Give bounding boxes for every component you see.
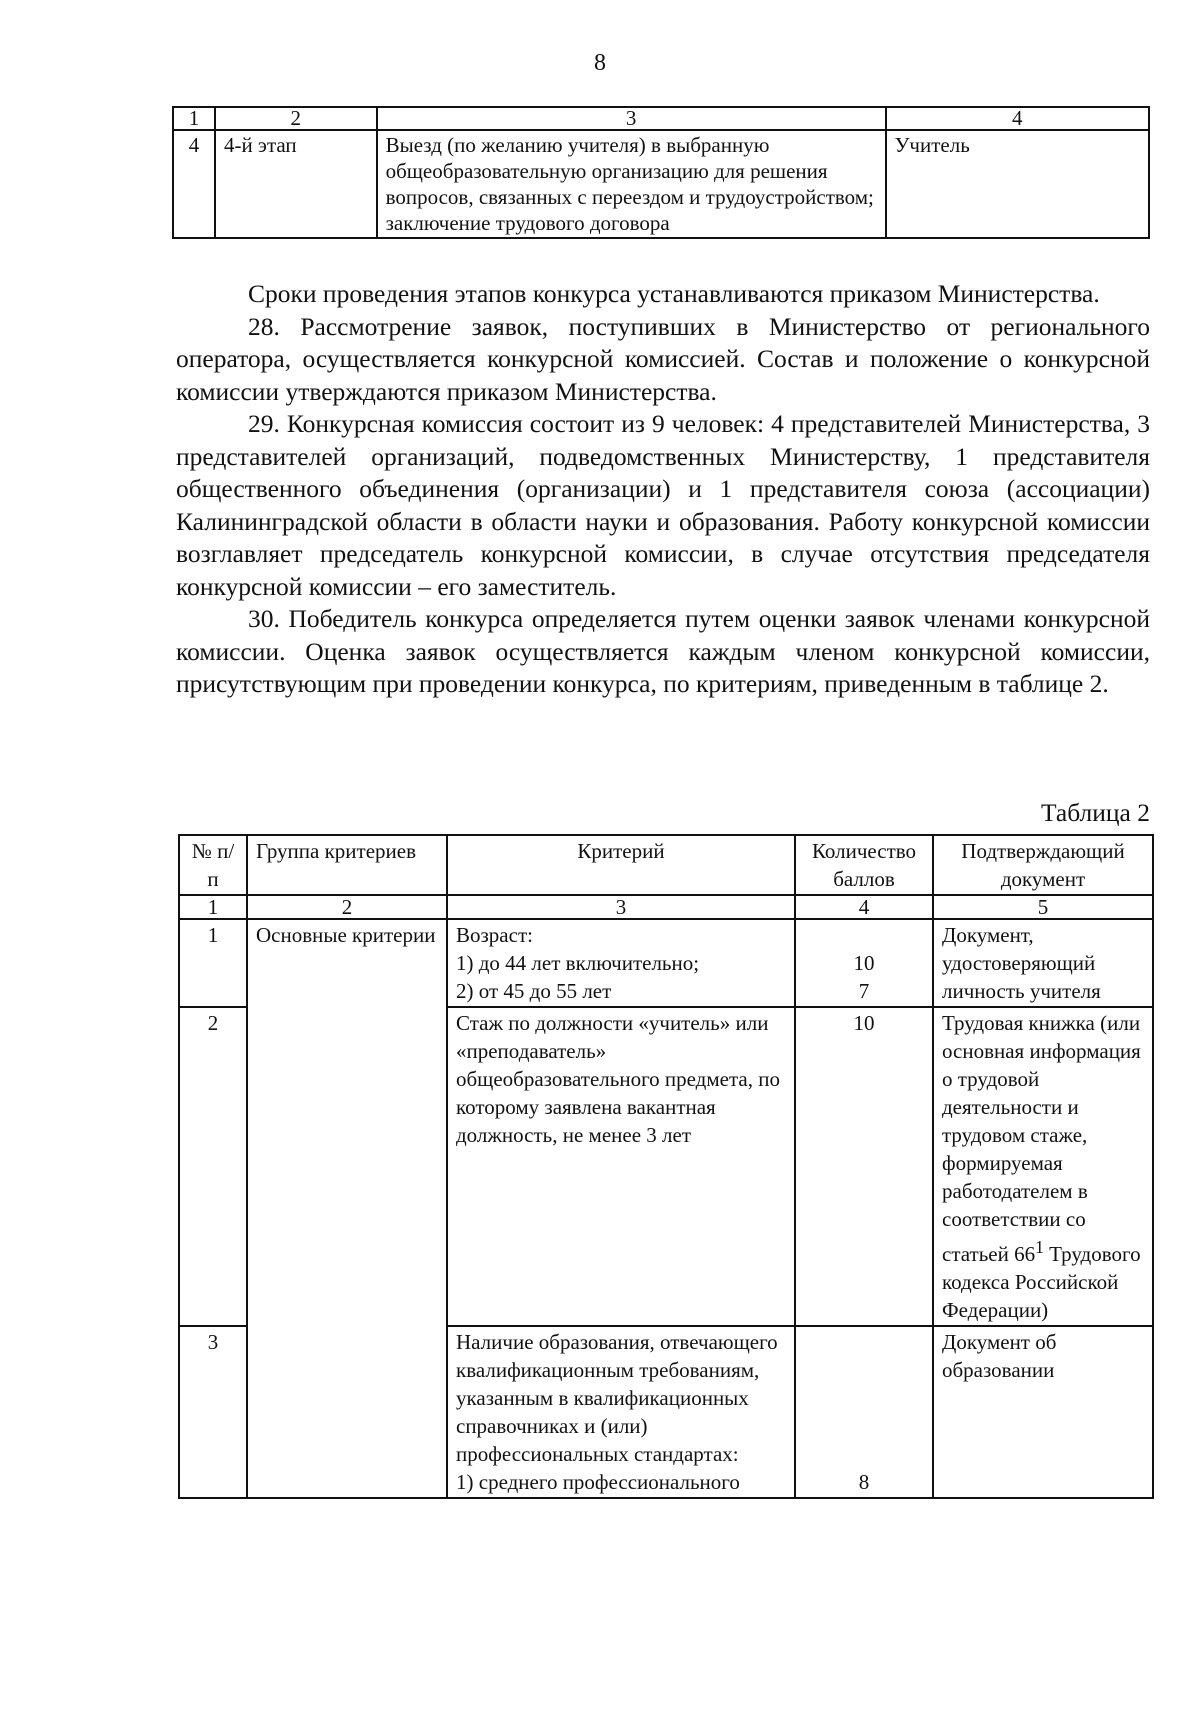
stages-col-number-3: 3 bbox=[377, 107, 886, 130]
header-group: Группа критериев bbox=[247, 835, 447, 895]
stages-col-number-2: 2 bbox=[215, 107, 377, 130]
criterion-education-option-1: 1) среднего профессионального bbox=[456, 1470, 740, 1494]
paragraph-29: 29. Конкурсная комиссия состоит из 9 человек: 4 представителей Министерства, 3 представителей организаций, подведомственных Министерству, 1 представителя общественного объединения (организации) и 1 представителя союза (ассоциации) Калининградской области в области науки и образования. Работу конкурсной комиссии возглавляет председатель конкурсной комиссии, в случае отсутствия председателя конкурсной комиссии – его заместитель. bbox=[176, 409, 1150, 601]
paragraph-30: 30. Победитель конкурса определяется путем оценки заявок членами конкурсной комиссии. Оценка заявок осуществляется каждым членом конкурсной комиссии, присутствующим при проведении конкурса, по критериям, приведенным в таблице 2. bbox=[176, 604, 1150, 698]
document-experience bbox=[933, 1007, 1153, 1326]
criterion-age bbox=[447, 919, 795, 1007]
stages-col-number-1: 1 bbox=[173, 107, 215, 130]
points-age-option-1: 10 bbox=[853, 951, 875, 975]
row-number: 2 bbox=[179, 1007, 247, 1326]
paragraph-28: 28. Рассмотрение заявок, поступивших в Министерство от регионального оператора, осуществляется конкурсной комиссией. Состав и положение о конкурсной комиссии утверждаются приказом Министерства. bbox=[176, 311, 1150, 406]
stages-table-header-row bbox=[173, 107, 1149, 130]
page-number: 8 bbox=[594, 50, 606, 76]
criterion-education-text: Наличие образования, отвечающего квалификационным требованиям, указанным в квалификационных справочниках и (или) профессиональных стандартах: bbox=[456, 1330, 778, 1466]
table2-caption: Таблица 2 bbox=[1040, 798, 1150, 827]
points-age bbox=[795, 919, 933, 1007]
column-number-3: 3 bbox=[447, 895, 795, 919]
stages-table bbox=[172, 106, 1150, 239]
stage-responsible: Учитель bbox=[886, 130, 1149, 238]
criteria-group-name: Основные критерии bbox=[247, 919, 447, 1498]
column-number-1: 1 bbox=[179, 895, 247, 919]
points-age-option-2: 7 bbox=[858, 979, 870, 1003]
document-experience-text-end: Трудового кодекса Российской Федерации) bbox=[942, 1242, 1141, 1322]
body-text bbox=[176, 278, 1150, 701]
criterion-age-option-1: 1) до 44 лет включительно; bbox=[456, 951, 700, 975]
column-number-5: 5 bbox=[933, 895, 1153, 919]
document-experience-text: Трудовая книжка (или основная информация о трудовой деятельности и трудовом стаже, формируемая работодателем в соответствии со статьей 66 bbox=[942, 1011, 1141, 1266]
criteria-row-age bbox=[179, 919, 1153, 1007]
header-criterion: Критерий bbox=[447, 835, 795, 895]
stages-table-row bbox=[173, 130, 1149, 238]
header-number: № п/п bbox=[179, 835, 247, 895]
points-experience: 10 bbox=[795, 1007, 933, 1326]
document-education: Документ об образовании bbox=[933, 1326, 1153, 1498]
stage-number: 4 bbox=[173, 130, 215, 238]
row-number: 3 bbox=[179, 1326, 247, 1498]
document-experience-superscript: 1 bbox=[1035, 1237, 1044, 1257]
stage-name: 4-й этап bbox=[215, 130, 377, 238]
column-number-4: 4 bbox=[795, 895, 933, 919]
header-document: Подтверждающий документ bbox=[933, 835, 1153, 895]
criterion-age-title: Возраст: bbox=[456, 923, 533, 947]
stages-col-number-4: 4 bbox=[886, 107, 1149, 130]
row-number: 1 bbox=[179, 919, 247, 1007]
column-number-2: 2 bbox=[247, 895, 447, 919]
header-points: Количество баллов bbox=[795, 835, 933, 895]
criteria-column-numbers-row bbox=[179, 895, 1153, 919]
document-age: Документ, удостоверяющий личность учителя bbox=[933, 919, 1153, 1007]
criteria-table bbox=[178, 834, 1154, 1499]
criterion-experience: Стаж по должности «учитель» или «преподаватель» общеобразовательного предмета, по которому заявлена вакантная должность, не менее 3 лет bbox=[447, 1007, 795, 1326]
criteria-header-row bbox=[179, 835, 1153, 895]
criterion-education bbox=[447, 1326, 795, 1498]
criterion-age-option-2: 2) от 45 до 55 лет bbox=[456, 979, 612, 1003]
paragraph-deadlines: Сроки проведения этапов конкурса устанавливаются приказом Министерства. bbox=[248, 279, 1100, 308]
points-education: 8 bbox=[795, 1326, 933, 1498]
stage-description: Выезд (по желанию учителя) в выбранную общеобразовательную организацию для решения вопросов, связанных с переездом и трудоустройством; заключение трудового договора bbox=[377, 130, 886, 238]
